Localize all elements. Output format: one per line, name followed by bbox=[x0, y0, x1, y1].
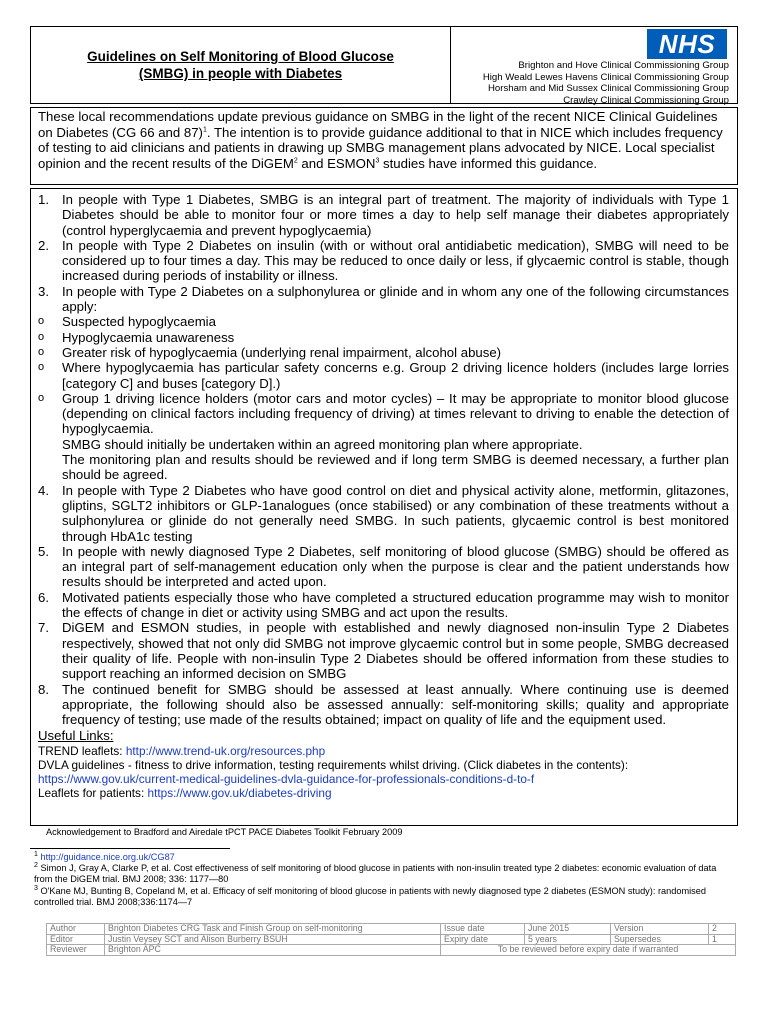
expiry-date-value: 5 years bbox=[525, 934, 611, 945]
document-title bbox=[87, 48, 394, 82]
bullet-icon: o bbox=[38, 345, 45, 358]
version-value: 2 bbox=[709, 924, 736, 935]
sub-bullet bbox=[38, 314, 729, 329]
item-number: 4. bbox=[38, 482, 49, 498]
sub-bullet-text: Greater risk of hypoglycaemia (underlying renal impairment, alcohol abuse) bbox=[62, 344, 502, 360]
bullet-icon: o bbox=[38, 330, 45, 343]
footnote bbox=[34, 886, 734, 908]
intro-text: These local recommendations update previous guidance on SMBG in the light of the recent NICE Clinical Guidelines on Diabetes (CG 66 and 87) bbox=[38, 109, 718, 140]
ccg-name: Horsham and Mid Sussex Clinical Commissioning Group bbox=[487, 83, 729, 94]
useful-links-heading bbox=[38, 728, 729, 743]
author-label: Author bbox=[47, 924, 105, 935]
item-number: 1. bbox=[38, 192, 49, 207]
document-header bbox=[30, 26, 738, 104]
item-number: 2. bbox=[38, 237, 49, 253]
intro-text: studies have informed this guidance. bbox=[379, 155, 598, 171]
intro-text: and ESMON bbox=[297, 155, 376, 171]
title-cell bbox=[31, 27, 451, 103]
sub-bullet-text: Group 1 driving licence holders (motor cars and motor cycles) – It may be appropriate to monitor blood glucose (depending on clinical factors including frequency of driving) at times relevant to driving to enable the detection of hypoglycaemia. bbox=[62, 390, 729, 437]
guidelines-box bbox=[30, 188, 738, 826]
author-value: Brighton Diabetes CRG Task and Finish Group on self-monitoring bbox=[105, 924, 441, 935]
footnote bbox=[34, 863, 734, 885]
dvla-link[interactable]: https://www.gov.uk/current-medical-guidelines-dvla-guidance-for-professionals-conditions-d-to-f bbox=[38, 771, 535, 786]
title-line-1: Guidelines on Self Monitoring of Blood Glucose bbox=[87, 49, 394, 64]
item-text: In people with Type 2 Diabetes on a sulphonylurea or glinide and in whom any one of the following circumstances apply: bbox=[62, 283, 729, 315]
reviewer-value: Brighton APC bbox=[105, 945, 441, 956]
sub-bullet bbox=[38, 391, 729, 437]
footnotes bbox=[34, 852, 734, 908]
footnote-link[interactable]: http://guidance.nice.org.uk/CG87 bbox=[40, 852, 175, 862]
item-text: In people with Type 1 Diabetes, SMBG is an integral part of treatment. The majority of individuals with Type 1 Diabetes should be able to monitor four or more times a day to help self manage their diabetes appropriately (control hyperglycaemia and prevent hypoglycaemia) bbox=[62, 192, 729, 238]
footnote-mark: 3 bbox=[34, 884, 38, 892]
item-text: In people with Type 2 Diabetes on insulin (with or without oral antidiabetic medication), SMBG will need to be considered up to four times a day. This may be reduced to once daily or less, if glycaemic control is stable, though increased during periods of instability or illness. bbox=[62, 237, 729, 284]
issue-date-label: Issue date bbox=[441, 924, 525, 935]
guideline-item bbox=[38, 284, 729, 315]
item-text: In people with newly diagnosed Type 2 Diabetes, self monitoring of blood glucose (SMBG) should be offered as an integral part of self-management education only when the purpose is clear and the patient understands how results should be interpreted and acted upon. bbox=[62, 543, 729, 590]
sub-bullet bbox=[38, 330, 729, 345]
guideline-item bbox=[38, 544, 729, 590]
footnote-divider bbox=[30, 848, 230, 849]
sub-bullet bbox=[38, 360, 729, 391]
patient-leaflets-label: Leaflets for patients: bbox=[38, 785, 148, 800]
acknowledgement: Acknowledgement to Bradford and Airedale tPCT PACE Diabetes Toolkit February 2009 bbox=[46, 827, 403, 837]
review-note: To be reviewed before expiry date if warranted bbox=[441, 945, 736, 956]
footnote bbox=[34, 852, 734, 863]
bullet-icon: o bbox=[38, 315, 45, 328]
sub-bullet-text: Where hypoglycaemia has particular safety concerns e.g. Group 2 driving licence holders (includes large lorries [category C] and buses [category D].) bbox=[62, 360, 729, 391]
item-number: 3. bbox=[38, 283, 49, 299]
useful-links-title: Useful Links: bbox=[38, 728, 114, 744]
ccg-name: Brighton and Hove Clinical Commissioning Group bbox=[518, 60, 729, 71]
footnote-ref: 3 bbox=[375, 157, 380, 165]
sub-bullet-text: Suspected hypoglycaemia bbox=[62, 314, 216, 330]
supersedes-label: Supersedes bbox=[611, 934, 709, 945]
guideline-item bbox=[38, 238, 729, 284]
bullet-icon: o bbox=[38, 361, 45, 374]
item-number: 7. bbox=[38, 620, 49, 636]
item-text: The continued benefit for SMBG should be assessed at least annually. Where continuing use is deemed appropriate, the following should also be assessed annually: self-monitoring skills; quality and appropriate frequency of testing; use made of the results obtained; impact on quality of life and the equipment used. bbox=[62, 681, 729, 728]
guideline-item bbox=[38, 590, 729, 621]
reviewer-label: Reviewer bbox=[47, 945, 105, 956]
footnote-text: O'Kane MJ, Bunting B, Copeland M, et al. Efficacy of self monitoring of blood glucose in patients with newly diagnosed type 2 diabetes (ESMON study): randomised controlled trial. BMJ 2008;336:1174—7 bbox=[34, 885, 706, 907]
table-row bbox=[47, 934, 736, 945]
item-text: Motivated patients especially those who have completed a structured education programme may wish to monitor the effects of change in diet or activity using SMBG and act upon the results. bbox=[62, 589, 729, 621]
version-label: Version bbox=[611, 924, 709, 935]
footnote-mark: 2 bbox=[34, 862, 38, 870]
guideline-item bbox=[38, 483, 729, 544]
item-number: 6. bbox=[38, 589, 49, 605]
footnote-ref: 2 bbox=[293, 157, 298, 165]
issue-date-value: June 2015 bbox=[525, 924, 611, 935]
expiry-date-label: Expiry date bbox=[441, 934, 525, 945]
guideline-item bbox=[38, 192, 729, 238]
document-info-table bbox=[46, 923, 736, 956]
trend-link[interactable]: http://www.trend-uk.org/resources.php bbox=[125, 743, 326, 758]
item-number: 8. bbox=[38, 681, 49, 697]
footnote-mark: 1 bbox=[34, 850, 38, 858]
intro-box bbox=[30, 107, 738, 185]
footnote-ref: 1 bbox=[202, 126, 207, 134]
dvla-line: DVLA guidelines - fitness to drive information, testing requirements whilst driving. (Click diabetes in the contents): bbox=[38, 757, 629, 772]
title-line-2: (SMBG) in people with Diabetes bbox=[138, 66, 343, 81]
item-number: 5. bbox=[38, 543, 49, 559]
ccg-name: High Weald Lewes Havens Clinical Commissioning Group bbox=[482, 71, 729, 83]
nhs-logo: NHS bbox=[647, 29, 727, 59]
item-text: DiGEM and ESMON studies, in people with established and newly diagnosed non-insulin Type 2 Diabetes respectively, showed that not only did SMBG not improve glycaemic control but in some people, SMBG decreased their quality of life. People with non-insulin Type 2 Diabetes should be offered information from these studies to support reaching an informed decision on SMBG bbox=[62, 620, 729, 682]
ccg-cell bbox=[451, 27, 737, 106]
editor-label: Editor bbox=[47, 934, 105, 945]
editor-value: Justin Veysey SCT and Alison Burberry BSUH bbox=[105, 934, 441, 945]
intro-text: . The intention is to provide guidance additional to that in NICE which includes frequency of testing to aid clinicians and patients in drawing up SMBG management plans advocated by NICE. Local specialist opinion and the recent results of the DiGEM bbox=[38, 124, 723, 171]
guideline-item bbox=[38, 620, 729, 681]
ccg-list bbox=[483, 60, 729, 106]
footnote-text: Simon J, Gray A, Clarke P, et al. Cost effectiveness of self monitoring of blood glucose in patients with non-insulin treated type 2 diabetes: economic evaluation of data from the DiGEM trial. BMJ 2008; 336: 1177—80 bbox=[34, 863, 717, 885]
supersedes-value: 1 bbox=[709, 934, 736, 945]
table-row bbox=[47, 924, 736, 935]
item-continuation: The monitoring plan and results should be reviewed and if long term SMBG is deemed necessary, a further plan should be agreed. bbox=[62, 452, 729, 483]
guideline-item bbox=[38, 682, 729, 728]
table-row bbox=[47, 945, 736, 956]
trend-label: TREND leaflets: bbox=[38, 743, 126, 758]
sub-bullet-text: Hypoglycaemia unawareness bbox=[62, 329, 235, 345]
trend-leaflets-line bbox=[38, 744, 729, 758]
patient-leaflets-link[interactable]: https://www.gov.uk/diabetes-driving bbox=[147, 785, 332, 800]
sub-bullet bbox=[38, 345, 729, 360]
item-continuation: SMBG should initially be undertaken within an agreed monitoring plan where appropriate. bbox=[62, 436, 583, 452]
ccg-name: Crawley Clinical Commissioning Group bbox=[563, 94, 729, 106]
item-text: In people with Type 2 Diabetes who have good control on diet and physical activity alone, metformin, glitazones, gliptins, SGLT2 inhibitors or GLP-1analogues (once stabilised) or any combination of these treatments without a sulphonylurea or glinide do not generally need SMBG. In such patients, glycaemic control is best monitored through HbA1c testing bbox=[62, 482, 729, 544]
patient-leaflets-line bbox=[38, 786, 729, 800]
dvla-link-line bbox=[38, 772, 729, 786]
bullet-icon: o bbox=[38, 391, 45, 404]
